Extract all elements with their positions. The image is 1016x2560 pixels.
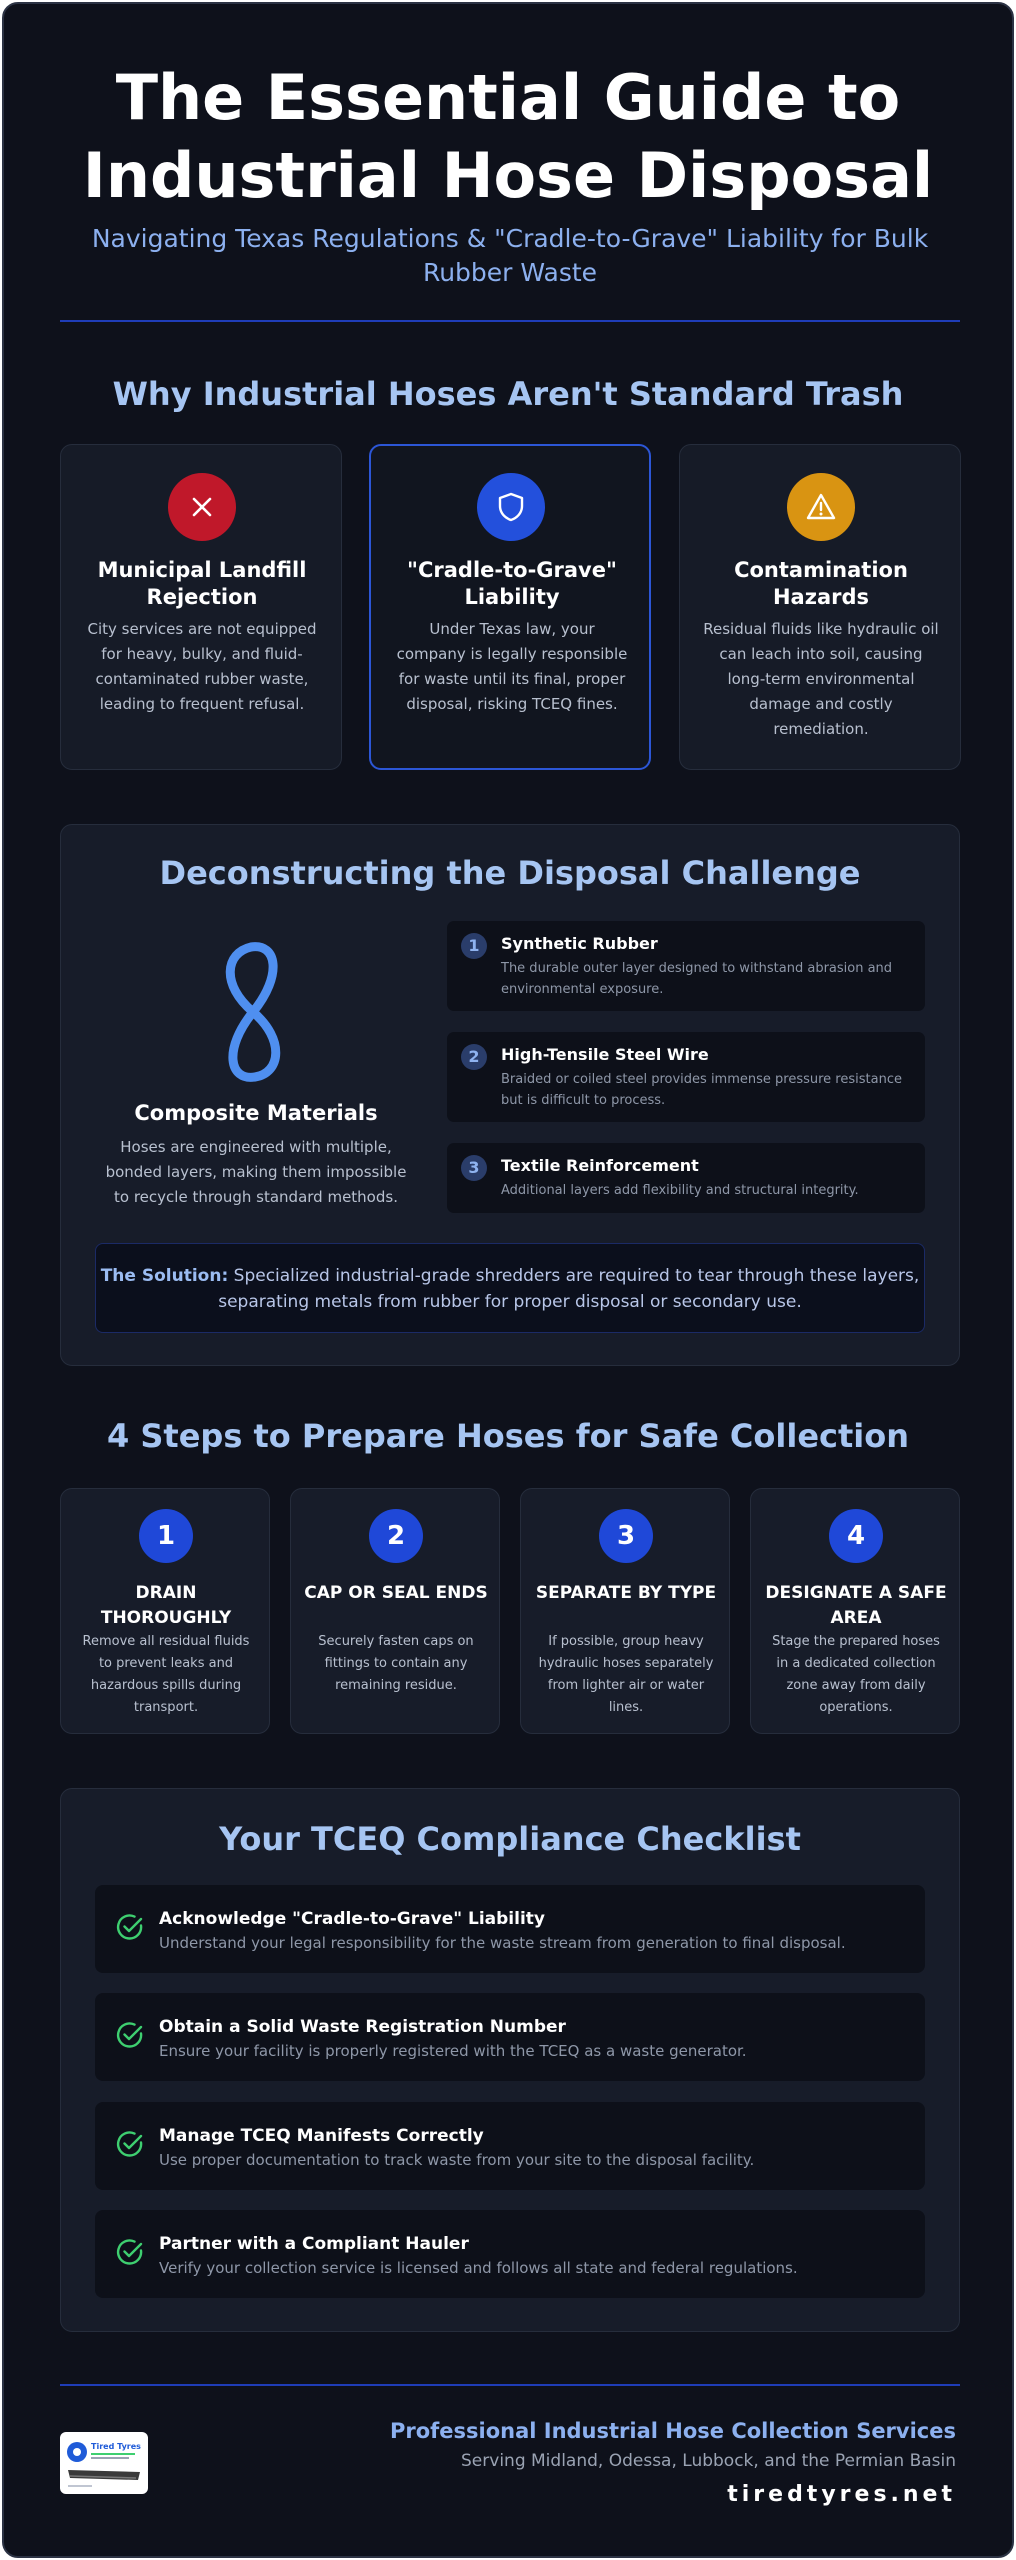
checklist-item-title: Acknowledge "Cradle-to-Grave" Liability xyxy=(159,1909,545,1929)
layer-title: Textile Reinforcement xyxy=(501,1156,699,1175)
checklist-item-liability xyxy=(95,1885,925,1973)
step-title: DESIGNATE A SAFE AREA xyxy=(765,1583,947,1628)
layer-item-rubber xyxy=(447,921,925,1011)
footer-title: Professional Industrial Hose Collection Services xyxy=(389,2419,956,2443)
shield-icon xyxy=(477,473,545,541)
step-title: DRAIN THOROUGHLY xyxy=(100,1583,232,1628)
checklist-item-desc: Use proper documentation to track waste from your site to the disposal facility. xyxy=(159,2151,755,2169)
checklist-item-title: Manage TCEQ Manifests Correctly xyxy=(159,2126,484,2146)
layer-desc: The durable outer layer designed to withstand abrasion and environmental exposure. xyxy=(501,961,893,997)
layer-title: Synthetic Rubber xyxy=(501,934,658,953)
composite-title: Composite Materials xyxy=(134,1101,378,1125)
steps-section-title: 4 Steps to Prepare Hoses for Safe Collection xyxy=(106,1417,910,1455)
checklist-panel xyxy=(60,1788,960,2332)
layer-number: 1 xyxy=(461,933,487,959)
step-text: Stage the prepared hoses in a dedicated collection zone away from daily operations. xyxy=(772,1634,940,1715)
step-card-separate xyxy=(520,1488,730,1734)
checklist-item-manifests xyxy=(95,2102,925,2190)
checklist-item-hauler xyxy=(95,2210,925,2298)
x-icon xyxy=(168,473,236,541)
header-divider xyxy=(60,320,960,322)
why-card-title: Municipal Landfill Rejection xyxy=(97,558,307,609)
solution-label: The Solution: xyxy=(100,1266,229,1286)
why-card-landfill xyxy=(60,444,342,770)
step-number: 3 xyxy=(599,1509,653,1563)
checklist-section-title: Your TCEQ Compliance Checklist xyxy=(219,1820,801,1858)
step-card-designate xyxy=(750,1488,960,1734)
layer-number: 3 xyxy=(461,1155,487,1181)
checklist-item-desc: Understand your legal responsibility for the waste stream from generation to final disposal. xyxy=(159,1934,846,1952)
check-circle-icon xyxy=(115,2020,145,2050)
layer-desc: Additional layers add flexibility and structural integrity. xyxy=(501,1183,859,1198)
step-text: If possible, group heavy hydraulic hoses separately from lighter air or water lines. xyxy=(538,1634,714,1715)
deconstruct-section-title: Deconstructing the Disposal Challenge xyxy=(159,854,861,892)
composite-infinity-icon xyxy=(211,935,295,1089)
company-logo xyxy=(60,2432,148,2494)
why-card-contamination xyxy=(679,444,961,770)
check-circle-icon xyxy=(115,1912,145,1942)
why-section-title: Why Industrial Hoses Aren't Standard Trash xyxy=(112,375,904,413)
solution-callout xyxy=(95,1243,925,1333)
layer-desc: Braided or coiled steel provides immense pressure resistance but is difficult to process. xyxy=(501,1072,902,1108)
why-card-title: Contamination Hazards xyxy=(734,558,908,609)
check-circle-icon xyxy=(115,2129,145,2159)
page-title xyxy=(4,59,1012,215)
footer-service-area: Serving Midland, Odessa, Lubbock, and the Permian Basin xyxy=(461,2451,956,2471)
step-title: SEPARATE BY TYPE xyxy=(535,1583,717,1603)
step-text: Securely fasten caps on fittings to contain any remaining residue. xyxy=(318,1634,474,1693)
warning-icon xyxy=(787,473,855,541)
checklist-item-registration xyxy=(95,1993,925,2081)
checklist-item-title: Obtain a Solid Waste Registration Number xyxy=(159,2017,566,2037)
logo-text: Tired Tyres xyxy=(91,2442,141,2451)
checklist-item-title: Partner with a Compliant Hauler xyxy=(159,2234,469,2254)
why-card-text: Under Texas law, your company is legally responsible for waste until its final, proper disposal, risking TCEQ fines. xyxy=(396,620,628,713)
why-card-title: "Cradle-to-Grave" Liability xyxy=(407,558,617,609)
composite-text: Hoses are engineered with multiple, bonded layers, making them impossible to recycle through standard methods. xyxy=(105,1138,407,1206)
why-card-liability xyxy=(369,444,651,770)
page-title-line2: Industrial Hose Disposal xyxy=(82,139,934,212)
step-number: 4 xyxy=(829,1509,883,1563)
footer-website-link[interactable]: tiredtyres.net xyxy=(727,2482,956,2507)
layer-title: High-Tensile Steel Wire xyxy=(501,1045,709,1064)
infographic-page xyxy=(2,2,1014,2558)
step-title: CAP OR SEAL ENDS xyxy=(304,1583,488,1603)
why-card-text: Residual fluids like hydraulic oil can leach into soil, causing long-term environmental damage and costly remediation. xyxy=(703,620,939,738)
why-card-text: City services are not equipped for heavy, bulky, and fluid-contaminated rubber waste, leading to frequent refusal. xyxy=(87,620,317,713)
check-circle-icon xyxy=(115,2237,145,2267)
step-number: 1 xyxy=(139,1509,193,1563)
checklist-item-desc: Verify your collection service is licensed and follows all state and federal regulations. xyxy=(159,2259,798,2277)
footer-divider xyxy=(60,2384,960,2386)
step-card-drain xyxy=(60,1488,270,1734)
step-text: Remove all residual fluids to prevent leaks and hazardous spills during transport. xyxy=(82,1634,250,1715)
layer-item-textile xyxy=(447,1143,925,1213)
page-title-line1: The Essential Guide to xyxy=(115,61,901,134)
page-subtitle: Navigating Texas Regulations & "Cradle-to-Grave" Liability for Bulk Rubber Waste xyxy=(91,224,929,287)
layer-item-steel xyxy=(447,1032,925,1122)
step-number: 2 xyxy=(369,1509,423,1563)
layer-number: 2 xyxy=(461,1044,487,1070)
checklist-item-desc: Ensure your facility is properly registered with the TCEQ as a waste generator. xyxy=(159,2042,747,2060)
step-card-cap xyxy=(290,1488,500,1734)
deconstruct-panel xyxy=(60,824,960,1366)
solution-text: Specialized industrial-grade shredders are required to tear through these layers, separating metals from rubber for proper disposal or secondary use. xyxy=(218,1266,920,1312)
